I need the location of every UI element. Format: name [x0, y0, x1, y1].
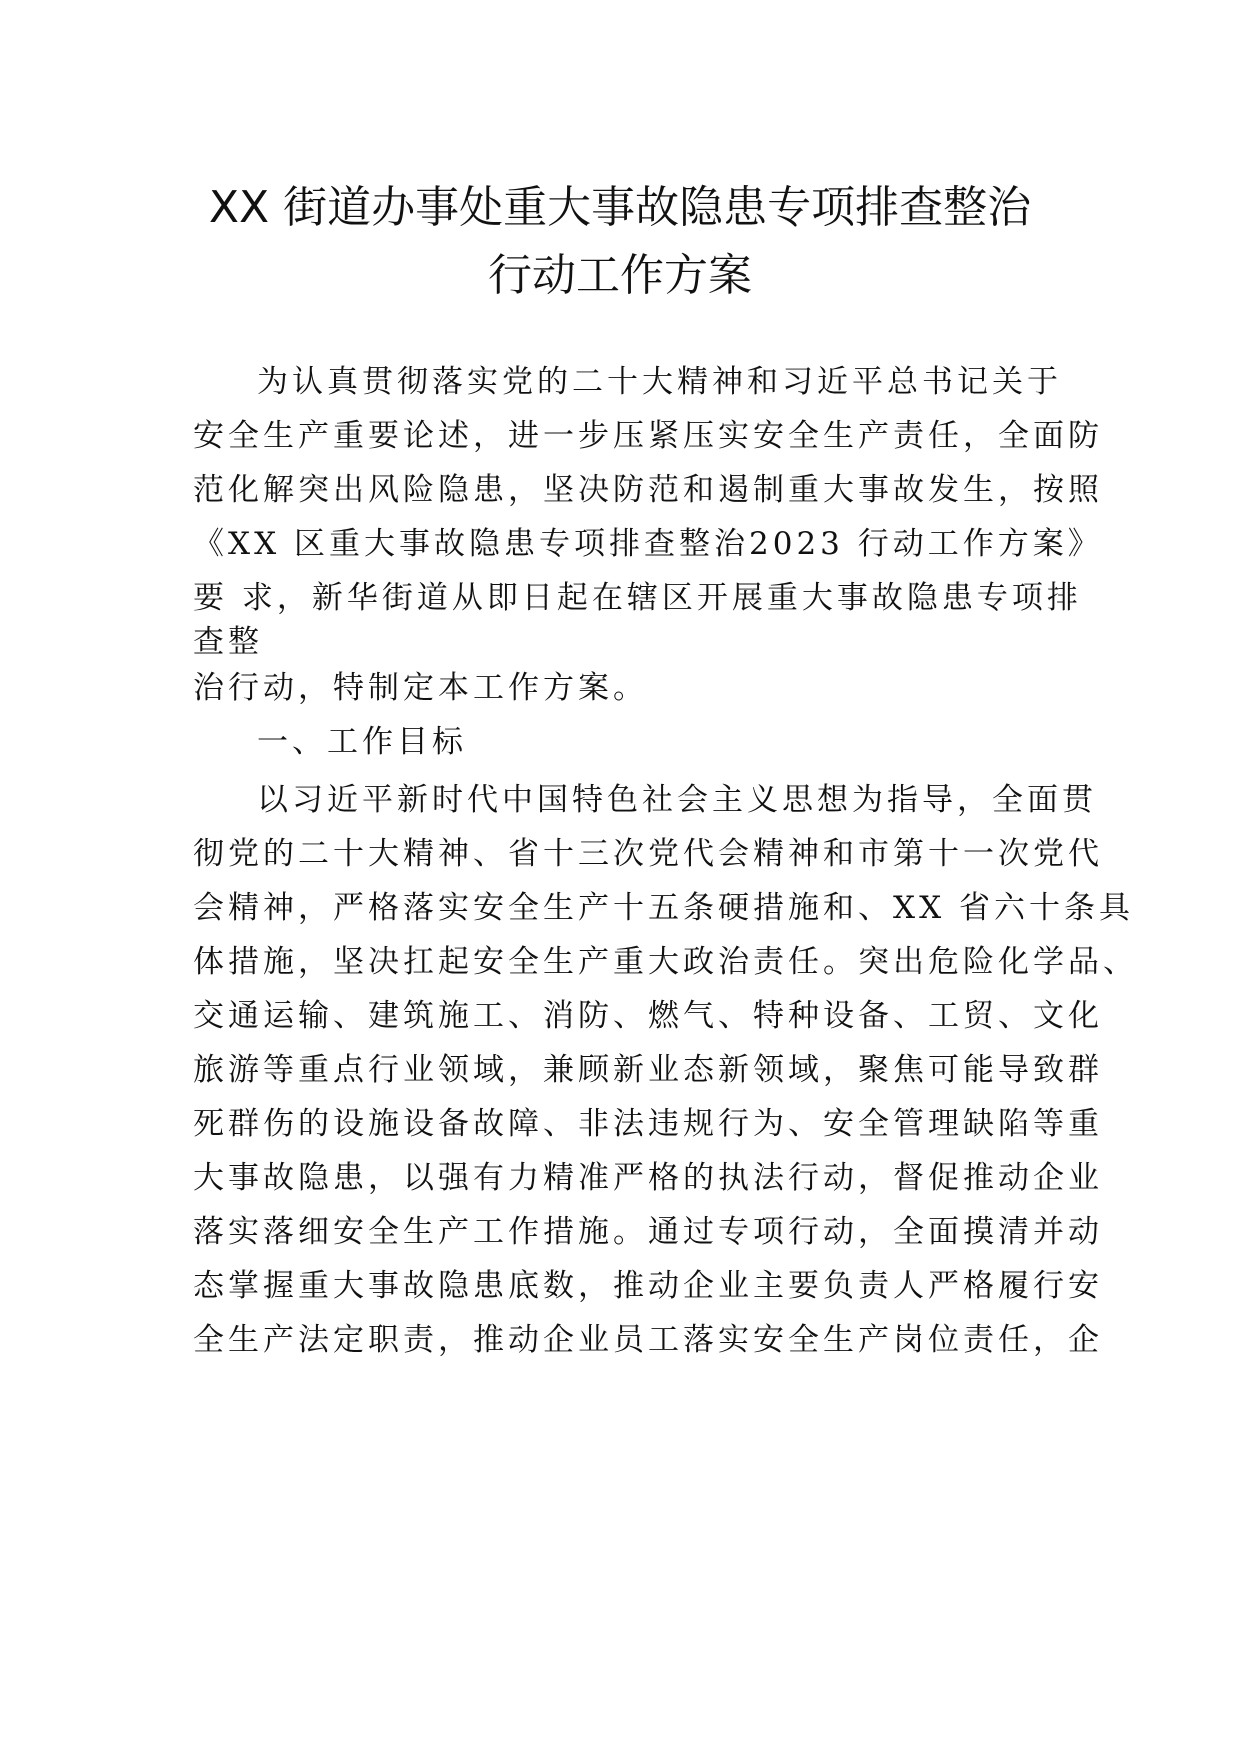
intro-line-5: 要 求，新华街道从即日起在辖区开展重大事故隐患专项排: [193, 580, 1082, 616]
section-1-line-5: 交通运输、建筑施工、消防、燃气、特种设备、工贸、文化: [193, 998, 1103, 1034]
intro-line-6: 查整: [193, 624, 263, 660]
section-1-line-9: 落实落细安全生产工作措施。通过专项行动，全面摸清并动: [193, 1214, 1103, 1250]
section-1-line-8: 大事故隐患，以强有力精准严格的执法行动，督促推动企业: [193, 1160, 1103, 1196]
intro-line-3: 范化解突出风险隐患，坚决防范和遏制重大事故发生，按照: [193, 472, 1103, 508]
document-title-line-1: XX 街道办事处重大事故隐患专项排查整治: [208, 182, 1032, 233]
section-1-line-10: 态掌握重大事故隐患底数，推动企业主要负责人严格履行安: [193, 1268, 1103, 1304]
intro-line-1: 为认真贯彻落实党的二十大精神和习近平总书记关于: [257, 364, 1062, 400]
intro-line-2: 安全生产重要论述，进一步压紧压实安全生产责任，全面防: [193, 418, 1103, 454]
intro-line-4: 《XX 区重大事故隐患专项排查整治2023 行动工作方案》: [193, 526, 1103, 562]
document-title-line-2: 行动工作方案: [488, 250, 752, 301]
section-1-line-7: 死群伤的设施设备故障、非法违规行为、安全管理缺陷等重: [193, 1106, 1103, 1142]
section-1-heading: 一、工作目标: [257, 724, 467, 760]
section-1-line-11: 全生产法定职责，推动企业员工落实安全生产岗位责任，企: [193, 1322, 1103, 1358]
section-1-line-4: 体措施，坚决扛起安全生产重大政治责任。突出危险化学品、: [193, 944, 1138, 980]
section-1-line-6: 旅游等重点行业领域，兼顾新业态新领域，聚焦可能导致群: [193, 1052, 1103, 1088]
intro-line-7: 治行动，特制定本工作方案。: [193, 670, 648, 706]
section-1-line-2: 彻党的二十大精神、省十三次党代会精神和市第十一次党代: [193, 836, 1103, 872]
section-1-line-1: 以习近平新时代中国特色社会主义思想为指导，全面贯: [257, 782, 1097, 818]
section-1-line-3: 会精神，严格落实安全生产十五条硬措施和、XX 省六十条具: [193, 890, 1134, 926]
